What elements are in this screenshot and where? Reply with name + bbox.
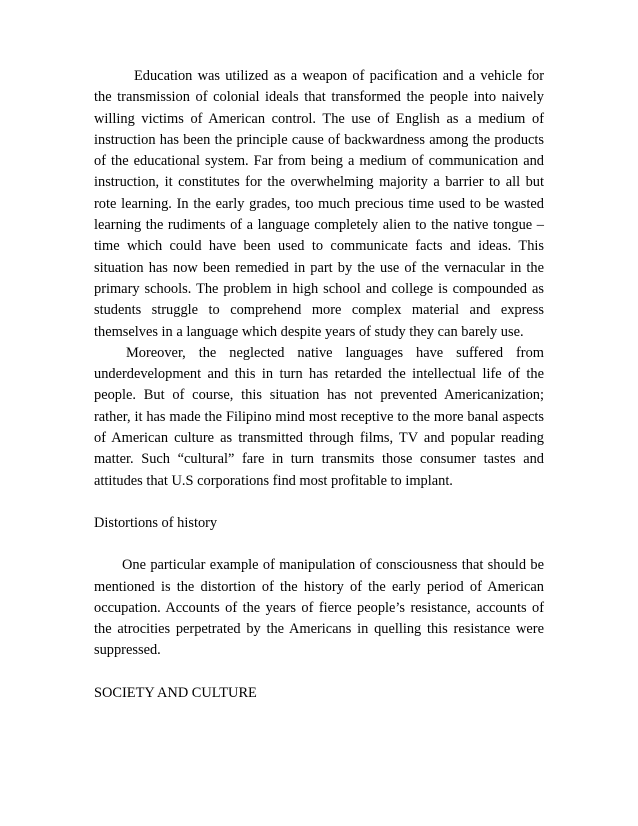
document-page: [94, 66, 544, 704]
paragraph-native-languages: Moreover, the neglected native languages have suffered from underdevelopment and this in turn has retarded the intellectual life of the people. But of course, this situation has not prevented Americanization; rather, it has made the Filipino mind most receptive to the more banal aspects of American culture as transmitted through films, TV and popular reading matter. Such “cultural” fare in turn transmits those consumer tastes and attitudes that U.S corporations find most profitable to implant.: [94, 344, 544, 489]
paragraph-education: Education was utilized as a weapon of pacification and a vehicle for the transmission of colonial ideals that transformed the people into naively willing victims of American control. The use of English as a medium of instruction has been the principle cause of backwardness among the products of the educational system. Far from being a medium of communication and instruction, it constitutes for the overwhelming majority a barrier to all but rote learning. In the early grades, too much precious time used to be wasted learning the rudiments of a language completely alien to the native tongue – time which could have been used to communicate facts and ideas. This situation has now been remedied in part by the use of the vernacular in the primary schools. The problem in high school and college is compounded as students struggle to comprehend more complex material and express themselves in a language which despite years of study they can barely use.: [94, 68, 544, 340]
heading-distortions-of-history: Distortions of history: [94, 514, 218, 531]
paragraph-history: One particular example of manipulation of consciousness that should be mentioned is the distortion of the history of the early period of American occupation. Accounts of the years of fierce people’s resistance, accounts of the atrocities perpetrated by the Americans in quelling this resistance were suppressed.: [94, 557, 544, 659]
heading-society-and-culture: SOCIETY AND CULTURE: [94, 684, 257, 701]
